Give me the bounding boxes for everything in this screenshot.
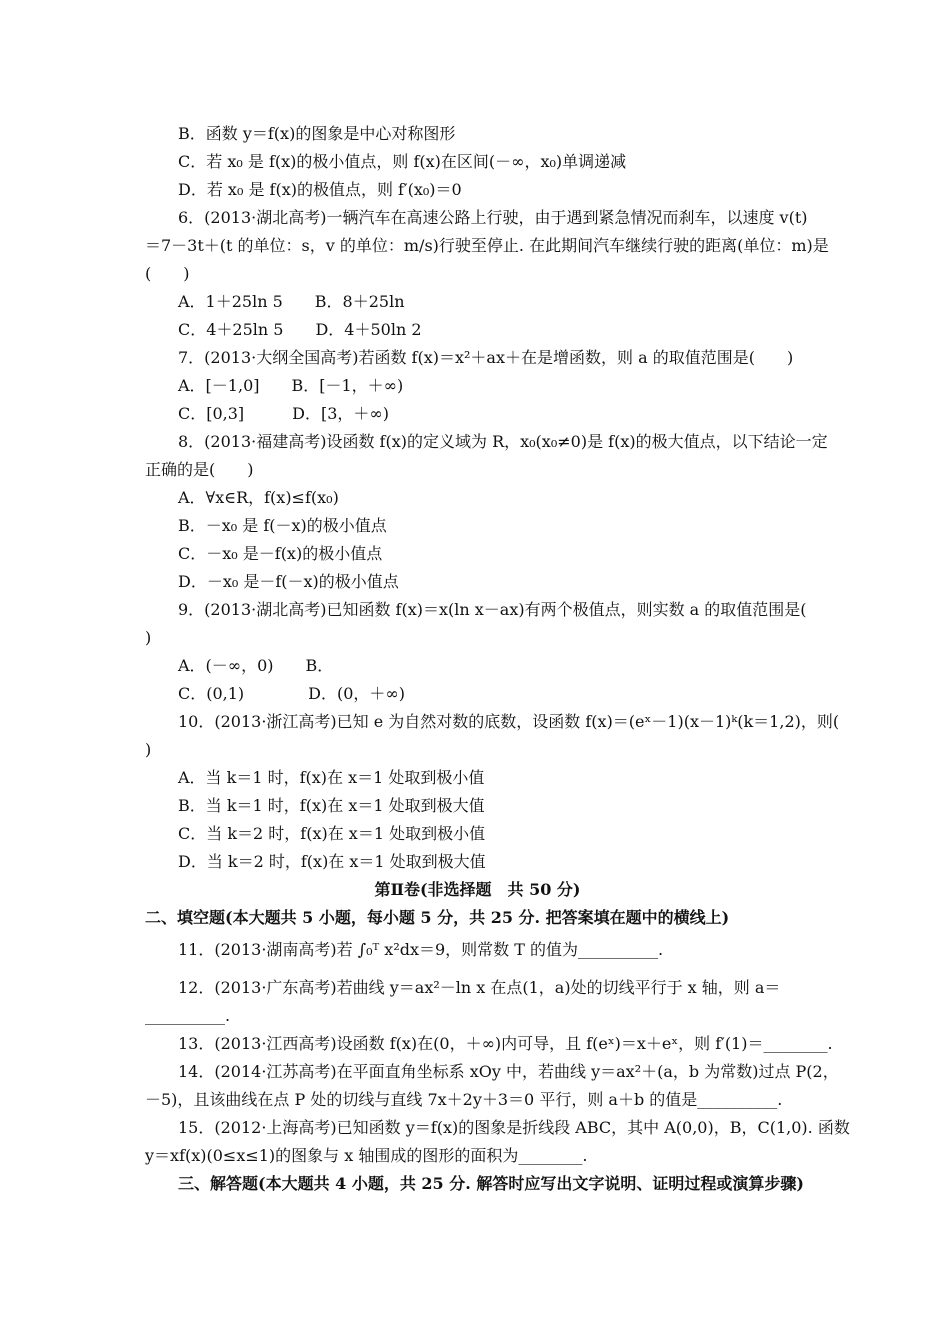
q5-option-d: D．若 x₀ 是 f(x)的极值点，则 f′(x₀)＝0 <box>178 180 462 199</box>
q10-stem-1: 10．(2013·浙江高考)已知 e 为自然对数的底数，设函数 f(x)＝(eˣ－1)(x－1)ᵏ(k＝1,2)，则( <box>178 712 840 731</box>
q10-option-d: D．当 k＝2 时，f(x)在 x＝1 处取到极大值 <box>178 852 486 871</box>
q9-stem-1: 9．(2013·湖北高考)已知函数 f(x)＝x(ln x－ax)有两个极值点，则实数 a 的取值范围是( <box>178 600 807 619</box>
section-2-title: 第Ⅱ卷(非选择题 共 50 分) <box>374 880 581 899</box>
q15-stem-2: y＝xf(x)(0≤x≤1)的图象与 x 轴围成的图形的面积为________. <box>145 1146 588 1165</box>
q7-options-ab: A．[－1,0] B．[－1，＋∞) <box>178 376 404 395</box>
q14-stem-2: －5)，且该曲线在点 P 处的切线与直线 7x＋2y＋3＝0 平行，则 a＋b 的值是__________. <box>145 1090 783 1109</box>
q6-options-cd: C．4＋25ln 5 D．4＋50ln 2 <box>178 320 422 339</box>
q8-stem-2: 正确的是( ) <box>145 460 254 479</box>
q8-stem-1: 8．(2013·福建高考)设函数 f(x)的定义域为 R，x₀(x₀≠0)是 f(x)的极大值点，以下结论一定 <box>178 432 828 451</box>
q14-stem-1: 14．(2014·江苏高考)在平面直角坐标系 xOy 中，若曲线 y＝ax²＋(a，b 为常数)过点 P(2， <box>178 1062 839 1081</box>
q11: 11．(2013·湖南高考)若 ∫₀ᵀ x²dx＝9，则常数 T 的值为__________. <box>178 940 664 959</box>
q7-options-cd: C．[0,3] D．[3，＋∞) <box>178 404 389 423</box>
q10-option-b: B．当 k＝1 时，f(x)在 x＝1 处取到极大值 <box>178 796 485 815</box>
q12-stem-2: __________. <box>145 1006 231 1025</box>
q9-options-ab: A．(－∞，0) B． <box>178 656 334 675</box>
q9-stem-2: ) <box>145 628 152 647</box>
q8-option-c: C．－x₀ 是－f(x)的极小值点 <box>178 544 383 563</box>
q6-options-ab: A．1＋25ln 5 B．8＋25ln <box>178 292 405 311</box>
q13: 13．(2013·江西高考)设函数 f(x)在(0，＋∞)内可导，且 f(eˣ)＝x＋eˣ，则 f′(1)＝________. <box>178 1034 833 1053</box>
q5-option-b: B．函数 y＝f(x)的图象是中心对称图形 <box>178 124 456 143</box>
q8-option-d: D．－x₀ 是－f(－x)的极小值点 <box>178 572 399 591</box>
q10-option-c: C．当 k＝2 时，f(x)在 x＝1 处取到极小值 <box>178 824 486 843</box>
q6-stem-1: 6．(2013·湖北高考)一辆汽车在高速公路上行驶，由于遇到紧急情况而刹车，以速度 v(t) <box>178 208 808 227</box>
q10-stem-2: ) <box>145 740 152 759</box>
q10-option-a: A．当 k＝1 时，f(x)在 x＝1 处取到极小值 <box>178 768 485 787</box>
q6-stem-2: ＝7－3t＋(t 的单位：s，v 的单位：m/s)行驶至停止. 在此期间汽车继续行驶的距离(单位：m)是 <box>145 236 829 255</box>
answer-section-heading: 三、解答题(本大题共 4 小题，共 25 分. 解答时应写出文字说明、证明过程或演算步骤) <box>178 1174 804 1193</box>
fill-in-heading: 二、填空题(本大题共 5 小题，每小题 5 分，共 25 分. 把答案填在题中的横线上) <box>145 908 730 927</box>
q6-stem-3: ( ) <box>145 264 190 283</box>
q8-option-a: A．∀x∈R，f(x)≤f(x₀) <box>178 488 339 507</box>
q15-stem-1: 15．(2012·上海高考)已知函数 y＝f(x)的图象是折线段 ABC，其中 A(0,0)，B，C(1,0). 函数 <box>178 1118 850 1137</box>
q9-options-cd: C．(0,1) D．(0，＋∞) <box>178 684 405 703</box>
q8-option-b: B．－x₀ 是 f(－x)的极小值点 <box>178 516 387 535</box>
q12-stem-1: 12．(2013·广东高考)若曲线 y＝ax²－ln x 在点(1，a)处的切线平行于 x 轴，则 a＝ <box>178 978 781 997</box>
q7-stem: 7．(2013·大纲全国高考)若函数 f(x)＝x²＋ax＋在是增函数，则 a 的取值范围是( ) <box>178 348 794 367</box>
q5-option-c: C．若 x₀ 是 f(x)的极小值点，则 f(x)在区间(－∞，x₀)单调递减 <box>178 152 627 171</box>
